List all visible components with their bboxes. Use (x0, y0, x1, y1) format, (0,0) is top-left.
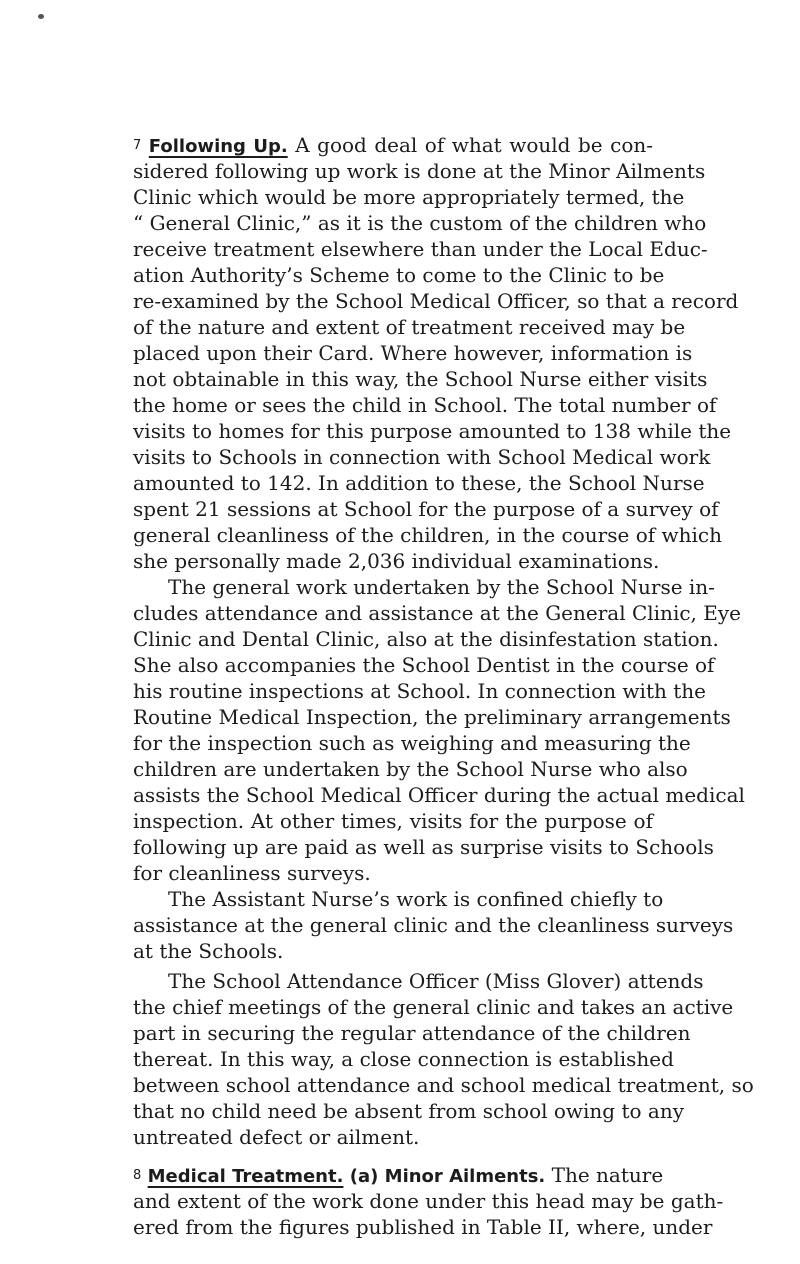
p4-line: part in securing the regular attendance of the children (133, 1021, 691, 1045)
p1-line: placed upon their Card. Where however, information is (133, 341, 693, 365)
p2-line: children are undertaken by the School Nurse who also (133, 757, 688, 781)
p1-line: visits to homes for this purpose amounted to 138 while the (133, 419, 732, 443)
page-speck (38, 14, 44, 19)
p2-line: Clinic and Dental Clinic, also at the disinfestation station. (133, 627, 719, 651)
p4-line: The School Attendance Officer (Miss Glover) attends (168, 969, 704, 993)
p1-line: amounted to 142. In addition to these, the School Nurse (133, 471, 705, 495)
p4-line: that no child need be absent from school owing to any (133, 1099, 685, 1123)
p2-line: Routine Medical Inspection, the preliminary arrangements (133, 705, 731, 729)
section-8-subheading: (a) Minor Ailments. (349, 1166, 546, 1187)
p2-line: for cleanliness surveys. (133, 861, 371, 885)
p1-line: re-examined by the School Medical Officer, so that a record (133, 289, 739, 313)
p3-line: assistance at the general clinic and the cleanliness surveys (133, 913, 734, 937)
p1-line: general cleanliness of the children, in the course of which (133, 523, 722, 547)
p2-line: following up are paid as well as surprise visits to Schools (133, 835, 714, 859)
p2-line: for the inspection such as weighing and measuring the (133, 731, 691, 755)
p3-line: at the Schools. (133, 939, 284, 963)
p4-line: between school attendance and school medical treatment, so (133, 1073, 754, 1097)
section-7-heading: Following Up. (148, 136, 288, 157)
p1-line: visits to Schools in connection with School Medical work (133, 445, 711, 469)
s8-line: and extent of the work done under this head may be gath- (133, 1189, 724, 1213)
p2-line: The general work undertaken by the School Nurse in- (168, 575, 715, 599)
p3-line: The Assistant Nurse’s work is confined chiefly to (168, 887, 664, 911)
p4-line: untreated defect or ailment. (133, 1125, 420, 1149)
p1-line: not obtainable in this way, the School Nurse either visits (133, 367, 708, 391)
s8-line: ered from the figures published in Table II, where, under (133, 1215, 713, 1239)
p1-line: spent 21 sessions at School for the purpose of a survey of (133, 497, 719, 521)
section-8-number: 8 (133, 1168, 142, 1183)
p1-line: of the nature and extent of treatment received may be (133, 315, 686, 339)
p2-line: She also accompanies the School Dentist in the course of (133, 653, 715, 677)
p2-line: his routine inspections at School. In connection with the (133, 679, 706, 703)
p2-line: assists the School Medical Officer during the actual medical (133, 783, 745, 807)
p1-line: ation Authority’s Scheme to come to the Clinic to be (133, 263, 665, 287)
p1-line: the home or sees the child in School. The total number of (133, 393, 717, 417)
section-8-first-line-text: The nature (551, 1163, 664, 1187)
p2-line: inspection. At other times, visits for the purpose of (133, 809, 653, 833)
p1-line: receive treatment elsewhere than under the Local Educ- (133, 237, 708, 261)
section-8-heading: Medical Treatment. (147, 1166, 344, 1187)
p1-line: “ General Clinic,” as it is the custom of the children who (133, 211, 707, 235)
section-7-number: 7 (133, 138, 142, 153)
section-7-first-line (133, 132, 653, 160)
p1-line: sidered following up work is done at the Minor Ailments (133, 159, 706, 183)
section-7-first-line-text: A good deal of what would be con- (295, 133, 653, 157)
p1-line: she personally made 2,036 individual examinations. (133, 549, 660, 573)
p2-line: cludes attendance and assistance at the General Clinic, Eye (133, 601, 741, 625)
section-8-first-line (133, 1162, 664, 1190)
p1-line: Clinic which would be more appropriately termed, the (133, 185, 685, 209)
p4-line: the chief meetings of the general clinic and takes an active (133, 995, 734, 1019)
p4-line: thereat. In this way, a close connection is established (133, 1047, 674, 1071)
